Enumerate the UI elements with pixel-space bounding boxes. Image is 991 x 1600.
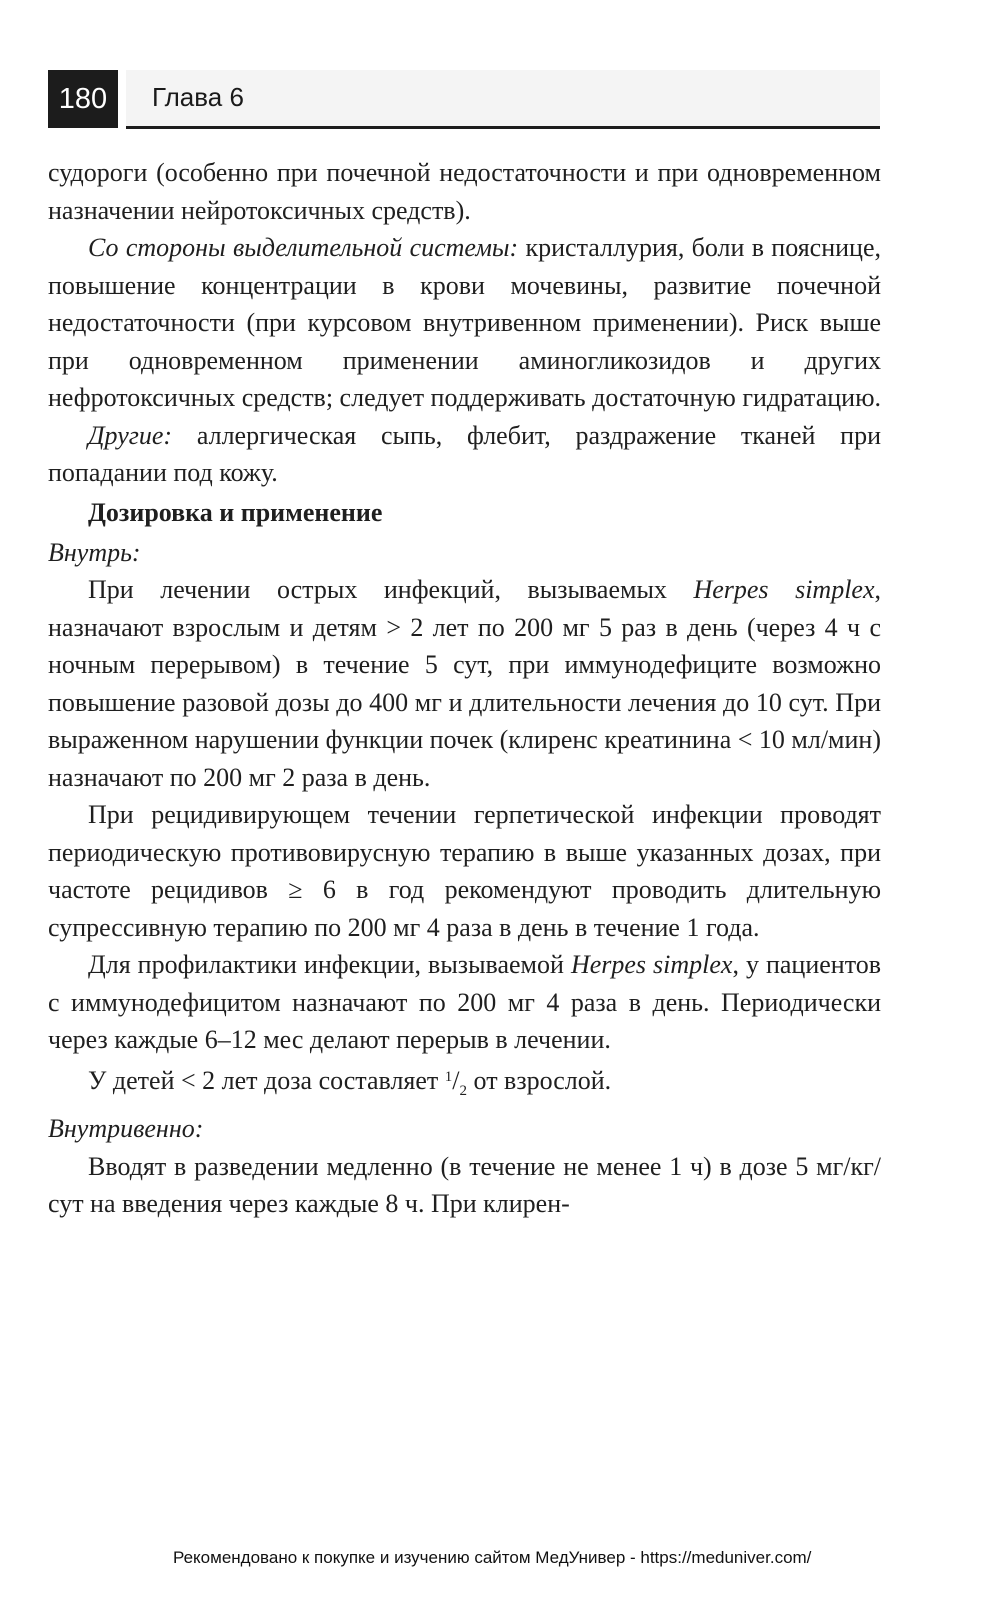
fraction-slash: / bbox=[452, 1065, 460, 1095]
paragraph-recurrent: При рецидивирующем течении герпетической инфекции проводят периодическую противовирусную терапию в выше указанных дозах, при частоте рецидивов ≥ 6 в год рекомендуют проводить длительную супрессивную терапию по 200 мг 4 раза в день в течение 1 года. bbox=[48, 800, 881, 942]
page-body bbox=[48, 154, 881, 1223]
paragraph-iv-dosing: Вводят в разведении медленно (в течение не менее 1 ч) в дозе 5 мг/кг/сут на введения через каждые 8 ч. При клирен- bbox=[48, 1151, 881, 1218]
other-text: аллергическая сыпь, флебит, раздражение тканей при попадании под кожу. bbox=[48, 420, 881, 487]
chapter-title: Глава 6 bbox=[152, 82, 244, 112]
fraction-denominator: 2 bbox=[459, 1082, 468, 1099]
subheading-oral: Внутрь: bbox=[48, 537, 141, 567]
herpes-simplex-term: Herpes simplex bbox=[693, 575, 875, 604]
paragraph-seizures: судороги (особенно при почечной недостаточности и при одновременном назначении нейротоксичных средств). bbox=[48, 158, 881, 225]
footer-recommendation: Рекомендовано к покупке и изучению сайтом МедУнивер - https://meduniver.com/ bbox=[173, 1548, 812, 1567]
prophylaxis-text-b: , у пациентов с иммунодефицитом назначают по 200 мг 4 раза в день. Периодически через каждые 6–12 мес делают перерыв в лечении. bbox=[48, 950, 881, 1054]
paragraph-excretory bbox=[48, 229, 881, 417]
page-header bbox=[48, 70, 880, 130]
fraction-numerator: 1 bbox=[444, 1068, 453, 1085]
subheading-iv: Внутривенно: bbox=[48, 1114, 204, 1143]
prophylaxis-text-a: Для профилактики инфекции, вызываемой bbox=[88, 950, 571, 979]
children-text-a: У детей < 2 лет доза составляет bbox=[88, 1065, 445, 1095]
paragraph-acute-infections bbox=[48, 571, 881, 796]
acute-text-b: , назначают взрослым и детям > 2 лет по 200 мг 5 раз в день (через 4 ч с ночным перерывом) в течение 5 сут, при иммунодефиците возможно повышение разовой дозы до 400 мг и длительности лечения до 10 сут. При выраженном нарушении функции почек (клиренс креатинина < 10 мл/мин) назначают по 200 мг 2 раза в день. bbox=[48, 575, 882, 792]
paragraph-children bbox=[48, 1059, 881, 1111]
herpes-simplex-term: Herpes simplex bbox=[570, 950, 733, 979]
acute-text-a: При лечении острых инфекций, вызываемых bbox=[88, 575, 694, 604]
paragraph-other bbox=[48, 417, 881, 492]
excretory-label: Со стороны выделительной системы: bbox=[88, 233, 519, 262]
other-label: Другие: bbox=[88, 420, 173, 450]
children-text-b: от взрослой. bbox=[467, 1065, 612, 1095]
paragraph-prophylaxis bbox=[48, 946, 881, 1059]
excretory-text: кристаллурия, боли в пояснице, повышение концентрации в крови мочевины, развитие почечной недостаточности (при курсовом внутривенном применении). Риск выше при одновременном применении аминогликозидов и других нефротоксичных средств; следует поддерживать достаточную гидратацию. bbox=[48, 233, 882, 412]
chapter-header-bar bbox=[126, 70, 880, 129]
section-heading-dosage: Дозировка и применение bbox=[88, 497, 383, 527]
page-number: 180 bbox=[48, 70, 118, 128]
